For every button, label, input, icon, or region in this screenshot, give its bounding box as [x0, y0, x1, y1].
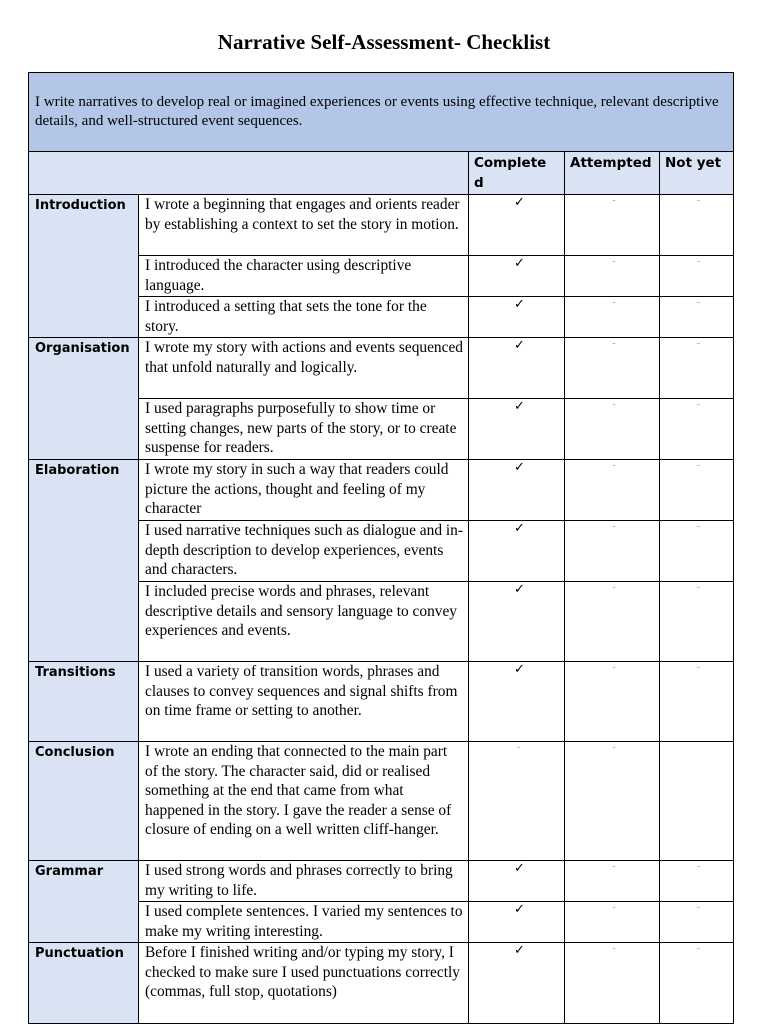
mark-cell-not-yet [660, 943, 734, 1024]
mark-cell-completed [469, 297, 565, 338]
mark-symbol: ¨ [697, 463, 701, 473]
mark-cell-not-yet [660, 297, 734, 338]
mark-cell-not-yet [660, 399, 734, 460]
assessment-table [28, 72, 734, 1024]
mark-cell-not-yet [660, 256, 734, 297]
mark-cell-attempted [565, 902, 660, 943]
mark-cell-attempted [565, 943, 660, 1024]
criterion-cell: I used a variety of transition words, phrases and clauses to convey sequences and signal shifts from on time frame or setting to another. [139, 662, 469, 742]
mark-cell-attempted [565, 399, 660, 460]
mark-cell-completed [469, 521, 565, 582]
mark-cell-completed [469, 742, 565, 861]
mark-symbol: ¨ [612, 300, 616, 310]
mark-symbol: ¨ [697, 665, 701, 675]
criterion-cell: I wrote my story with actions and events sequenced that unfold naturally and logically. [139, 338, 469, 399]
mark-symbol: ¨ [697, 300, 701, 310]
column-header-not-yet: Not yet [660, 152, 734, 195]
mark-symbol: ¨ [612, 665, 616, 675]
mark-cell-not-yet [660, 902, 734, 943]
mark-symbol: ¨ [697, 402, 701, 412]
table-row [29, 943, 734, 1024]
mark-symbol: ¨ [697, 198, 701, 208]
mark-cell-completed [469, 195, 565, 256]
checkmark-icon: ✓ [514, 521, 525, 536]
mark-cell-attempted [565, 256, 660, 297]
standard-row [29, 73, 734, 152]
criterion-cell: I wrote an ending that connected to the main part of the story. The character said, did or realised something at the end that came from what happened in the story. I gave the reader a sense of closure of ending on a well written cliff-hanger. [139, 742, 469, 861]
mark-cell-not-yet [660, 338, 734, 399]
mark-symbol: ¨ [612, 341, 616, 351]
category-cell: Transitions [29, 662, 139, 742]
mark-symbol: ¨ [612, 259, 616, 269]
checkmark-icon: ✓ [514, 582, 525, 597]
criterion-cell: I used strong words and phrases correctly to bring my writing to life. [139, 861, 469, 902]
checkmark-icon: ✓ [514, 195, 525, 210]
mark-cell-completed [469, 256, 565, 297]
checkmark-icon: ✓ [514, 460, 525, 475]
mark-cell-attempted [565, 297, 660, 338]
page-title: Narrative Self-Assessment- Checklist [217, 30, 551, 54]
mark-symbol: ¨ [697, 905, 701, 915]
mark-cell-not-yet [660, 582, 734, 662]
checkmark-icon: ✓ [514, 297, 525, 312]
mark-cell-completed [469, 902, 565, 943]
mark-cell-not-yet [660, 195, 734, 256]
table-row [29, 662, 734, 742]
table-row [29, 742, 734, 861]
category-cell: Conclusion [29, 742, 139, 861]
mark-symbol: ¨ [612, 585, 616, 595]
category-cell: Elaboration [29, 460, 139, 662]
mark-cell-completed [469, 582, 565, 662]
mark-symbol: ¨ [612, 946, 616, 956]
criterion-cell: I used complete sentences. I varied my sentences to make my writing interesting. [139, 902, 469, 943]
mark-cell-attempted [565, 195, 660, 256]
mark-symbol: ¨ [612, 402, 616, 412]
table-row [29, 338, 734, 399]
criterion-cell: Before I finished writing and/or typing my story, I checked to make sure I used punctuations correctly (commas, full stop, quotations) [139, 943, 469, 1024]
standard-statement: I write narratives to develop real or imagined experiences or events using effective technique, relevant descriptive details, and well-structured event sequences. [29, 73, 734, 152]
criterion-cell: I wrote my story in such a way that readers could picture the actions, thought and feeling of my character [139, 460, 469, 521]
header-row [29, 152, 734, 195]
mark-cell-not-yet [660, 861, 734, 902]
mark-cell-attempted [565, 582, 660, 662]
mark-cell-completed [469, 338, 565, 399]
mark-cell-attempted [565, 521, 660, 582]
criterion-cell: I introduced a setting that sets the tone for the story. [139, 297, 469, 338]
checkmark-icon: ✓ [514, 662, 525, 677]
criterion-cell: I used narrative techniques such as dialogue and in-depth description to develop experiences, events and characters. [139, 521, 469, 582]
category-cell: Punctuation [29, 943, 139, 1024]
mark-cell-attempted [565, 662, 660, 742]
mark-cell-attempted [565, 460, 660, 521]
mark-symbol: ¨ [517, 745, 520, 755]
mark-symbol: ¨ [697, 585, 701, 595]
checkmark-icon: ✓ [514, 943, 525, 958]
mark-symbol: ¨ [612, 198, 616, 208]
mark-cell-attempted [565, 742, 660, 861]
category-cell: Introduction [29, 195, 139, 338]
column-header-completed: Complete d [469, 152, 565, 195]
column-header-attempted: Attempted [565, 152, 660, 195]
mark-symbol: ¨ [612, 745, 616, 755]
mark-cell-not-yet [660, 521, 734, 582]
mark-cell-completed [469, 861, 565, 902]
checkmark-icon: ✓ [514, 861, 525, 876]
mark-symbol: ¨ [612, 905, 616, 915]
checkmark-icon: ✓ [514, 256, 525, 271]
checkmark-icon: ✓ [514, 902, 525, 917]
header-blank-cell [29, 152, 469, 195]
mark-symbol: ¨ [612, 864, 616, 874]
criterion-cell: I introduced the character using descriptive language. [139, 256, 469, 297]
mark-symbol: ¨ [697, 524, 701, 534]
checkmark-icon: ✓ [514, 338, 525, 353]
mark-cell-not-yet [660, 742, 734, 861]
mark-cell-completed [469, 662, 565, 742]
table-row [29, 460, 734, 521]
mark-symbol: ¨ [612, 524, 616, 534]
mark-cell-not-yet [660, 460, 734, 521]
table-row [29, 861, 734, 902]
mark-cell-not-yet [660, 662, 734, 742]
criterion-cell: I wrote a beginning that engages and orients reader by establishing a context to set the story in motion. [139, 195, 469, 256]
table-row [29, 195, 734, 256]
category-cell: Grammar [29, 861, 139, 943]
mark-symbol: ¨ [697, 864, 701, 874]
criterion-cell: I used paragraphs purposefully to show time or setting changes, new parts of the story, or to create suspense for readers. [139, 399, 469, 460]
mark-symbol: ¨ [612, 463, 616, 473]
checkmark-icon: ✓ [514, 399, 525, 414]
mark-symbol: ¨ [697, 946, 701, 956]
mark-cell-completed [469, 460, 565, 521]
mark-cell-completed [469, 943, 565, 1024]
category-cell: Organisation [29, 338, 139, 460]
mark-symbol: ¨ [697, 341, 701, 351]
mark-cell-completed [469, 399, 565, 460]
mark-symbol: ¨ [697, 259, 701, 269]
mark-cell-attempted [565, 338, 660, 399]
criterion-cell: I included precise words and phrases, relevant descriptive details and sensory language to convey experiences and events. [139, 582, 469, 662]
mark-cell-attempted [565, 861, 660, 902]
